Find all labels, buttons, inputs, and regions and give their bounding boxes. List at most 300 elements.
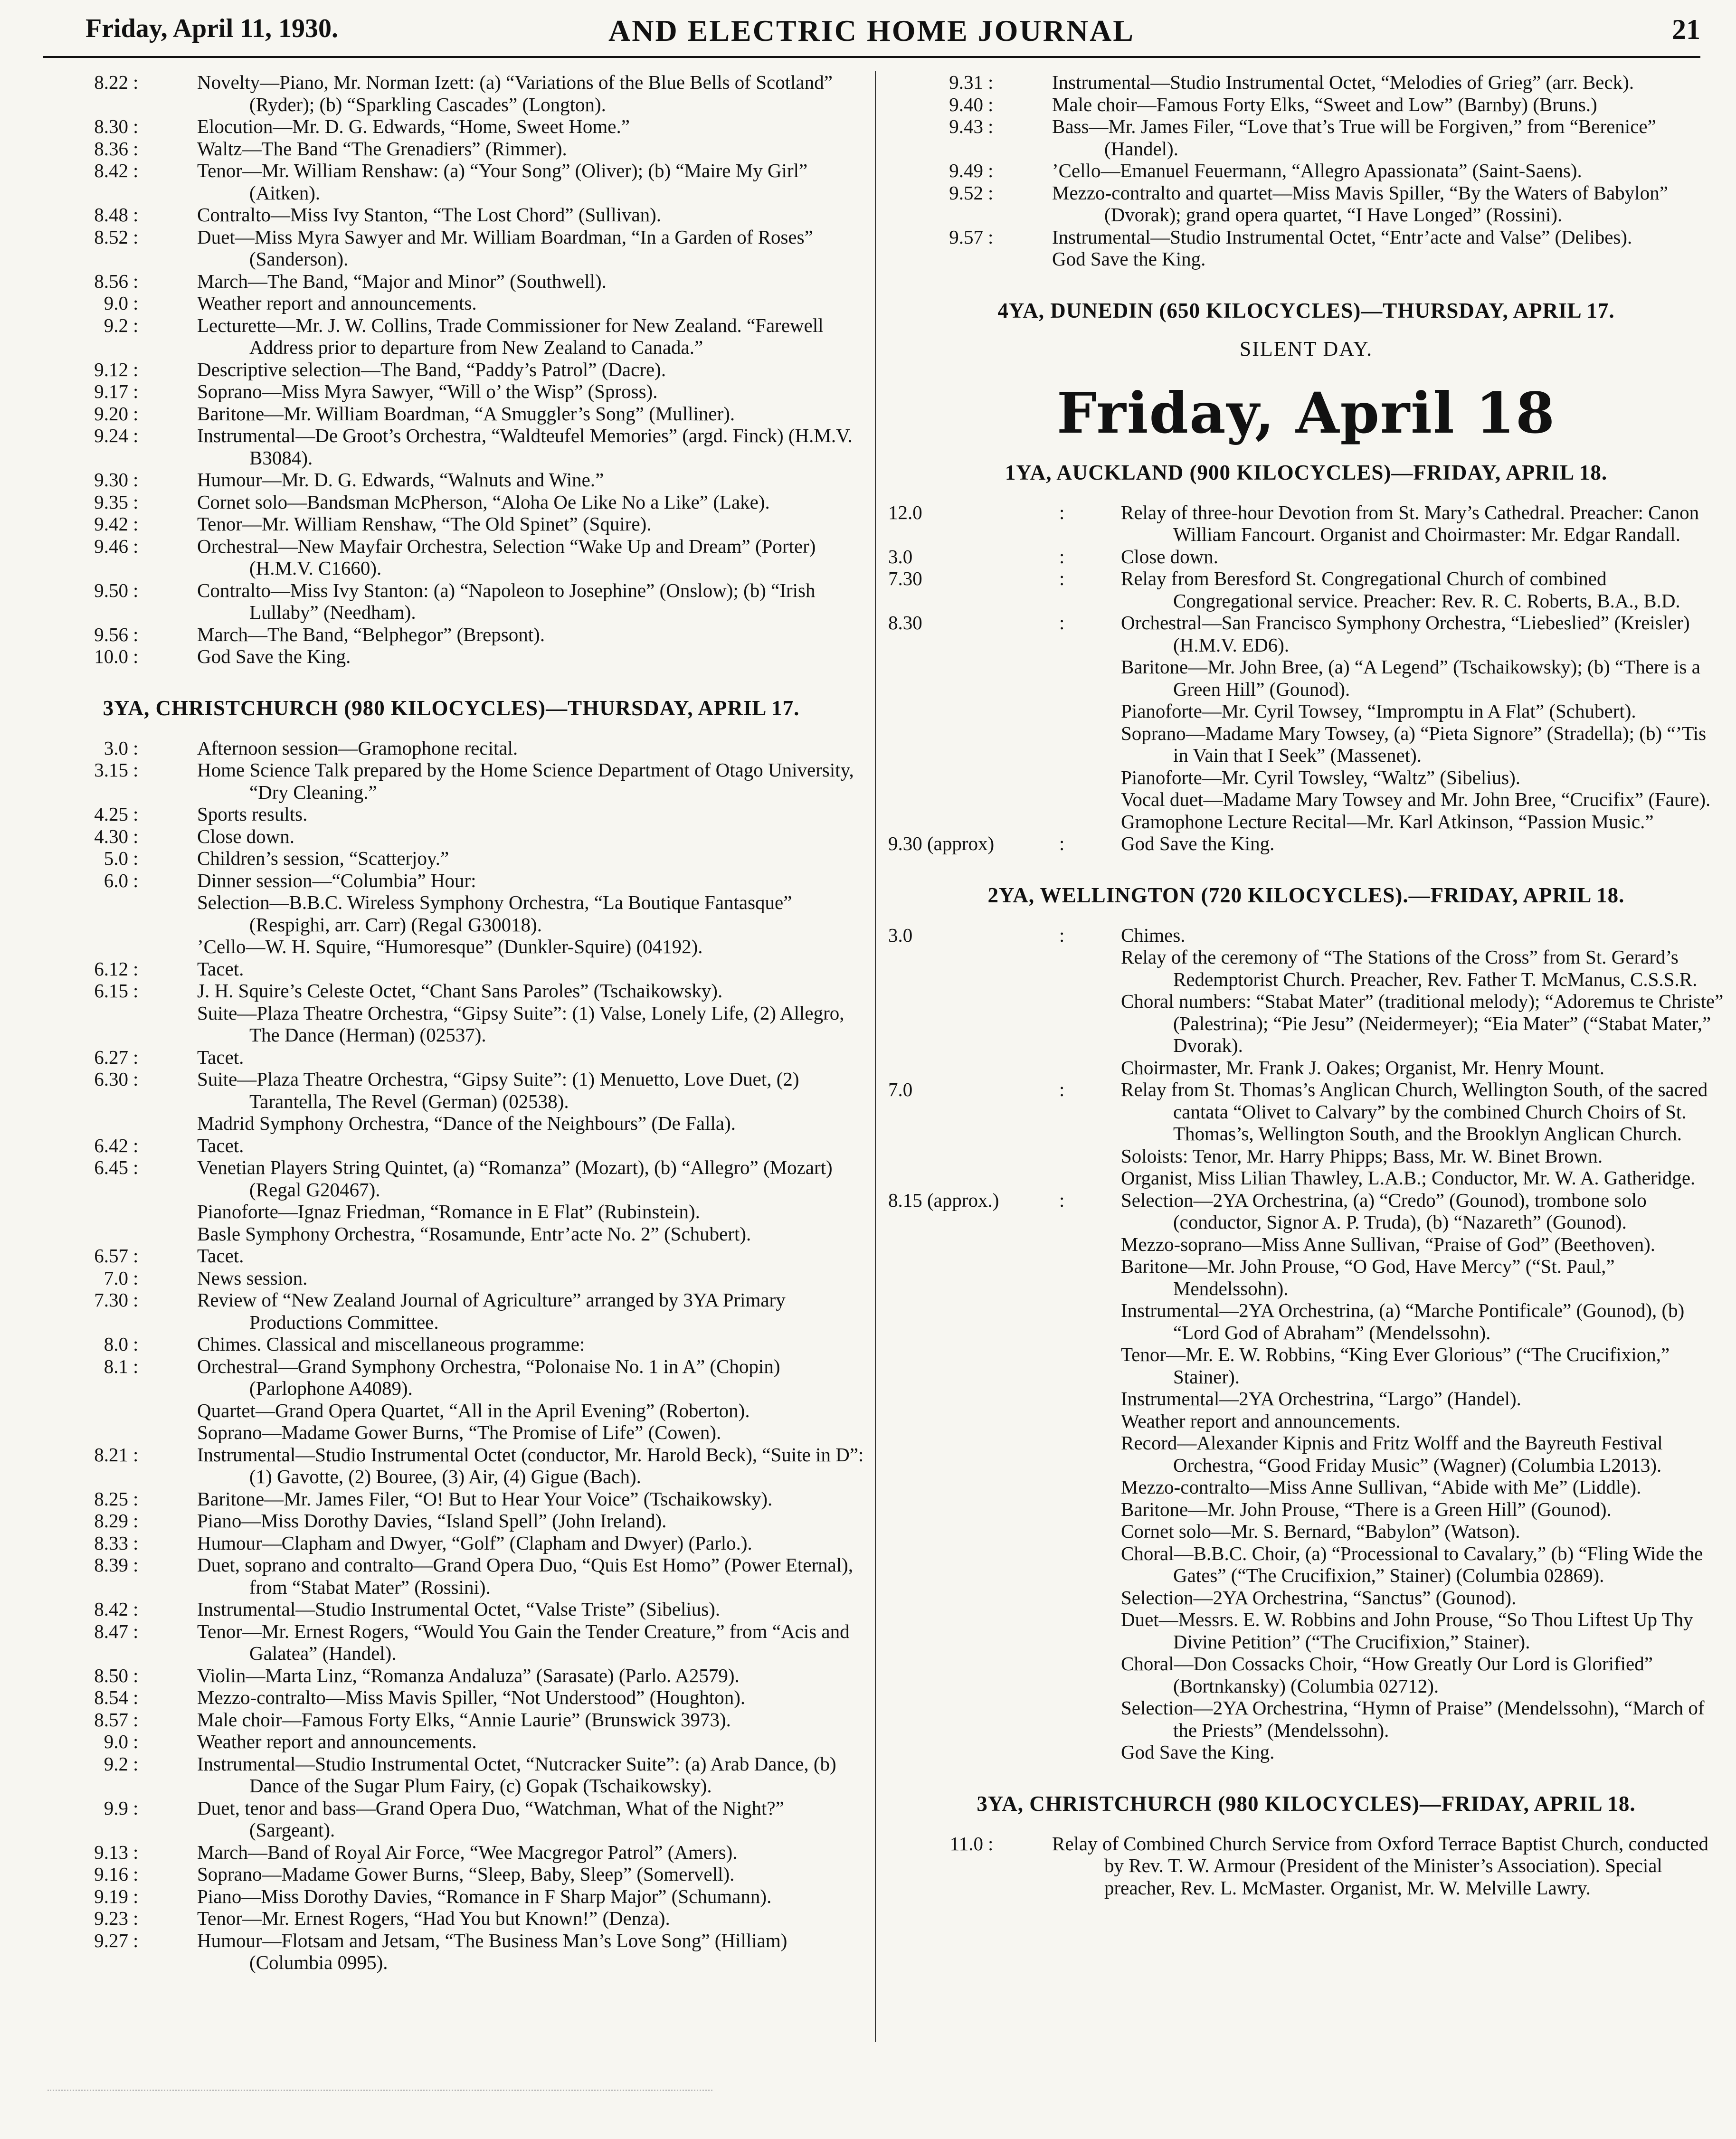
entry-text: Baritone—Mr. John Prouse, “There is a Green Hill” (Gounod). [1121,1498,1612,1520]
entry-text: Madrid Symphony Orchestra, “Dance of the Neighbours” (De Falla). [197,1112,736,1134]
programme-entry [33,425,869,469]
right-column [888,71,1724,1899]
programme-entry [888,226,1724,248]
entry-text: Home Science Talk prepared by the Home Science Department of Otago University, “Dry Cleaning.” [197,759,854,803]
issue-date: Friday, April 11, 1930. [85,14,339,43]
programme-entry [888,71,1724,94]
station-heading-3ya-friday: 3YA, CHRISTCHURCH (980 KILOCYCLES)—FRIDAY, APRIL 18. [977,1791,1636,1816]
programme-entry [33,1421,869,1444]
entry-time: 9.23 [94,1907,128,1929]
time-separator: : [133,204,139,226]
time-separator: : [133,1752,139,1775]
programme-entry [888,946,1724,990]
entry-time: 9.46 [94,535,128,557]
entry-time: 7.30 [94,1289,128,1311]
programme-entry [888,1653,1724,1697]
entry-text: Chimes. Classical and miscellaneous programme: [197,1333,585,1355]
entry-text: Instrumental—2YA Orchestrina, (a) “Marche Pontificale” (Gounod), (b) “Lord God of Abraham” (Mendelssohn). [1121,1299,1685,1344]
programme-entry [888,990,1724,1057]
programme-entry [33,936,869,958]
entry-time: 9.19 [94,1885,128,1907]
programme-entry [33,1554,869,1598]
entry-text: Baritone—Mr. John Prouse, “O God, Have Mercy” (“St. Paul,” Mendelssohn). [1121,1255,1615,1299]
time-separator: : [988,181,994,204]
time-separator: : [133,1134,139,1156]
entry-time: 3.0 [104,737,128,759]
programme-entry [888,788,1724,811]
programme-entry [33,1686,869,1709]
entry-time: 9.30 [94,469,128,491]
entry-time: 9.27 [94,1929,128,1951]
programme-entry [33,359,869,381]
programme-entry [33,624,869,646]
entry-text: God Save the King. [197,645,351,667]
entry-time: 5.0 [104,847,128,869]
entry-time: 9.40 [949,93,983,115]
time-separator: : [133,1510,139,1532]
left-column [33,71,869,1974]
programme-entry [33,204,869,226]
programme-entry [888,115,1724,160]
time-separator: : [133,314,139,336]
entry-text: Suite—Plaza Theatre Orchestra, “Gipsy Suite”: (1) Menuetto, Love Duet, (2) Tarantella, The Revel (German) (02538). [197,1068,799,1112]
entry-text: Pianoforte—Mr. Cyril Towsley, “Waltz” (Sibelius). [1121,766,1521,788]
programme-entry [33,292,869,314]
entry-text: God Save the King. [1121,833,1275,854]
time-separator: : [133,270,139,292]
time-separator: : [133,160,139,181]
time-separator: : [133,1443,139,1466]
time-separator: : [133,115,139,137]
time-separator: : [988,115,994,137]
programme-entry [33,1223,869,1245]
entry-text: Tacet. [197,1046,244,1068]
station-heading-1ya: 1YA, AUCKLAND (900 KILOCYCLES)—FRIDAY, APRIL 18. [1005,460,1608,484]
entry-time: 9.35 [94,491,128,513]
entry-text: Relay from Beresford St. Congregational Church of combined Congregational service. Preacher: Rev. R. C. Roberts, B.A., B.D. [1121,568,1680,612]
entry-text: Humour—Flotsam and Jetsam, “The Business Man’s Love Song” (Hilliam) (Columbia 0995). [197,1929,787,1973]
entry-text: Vocal duet—Madame Mary Towsey and Mr. John Bree, “Crucifix” (Faure). [1121,788,1711,810]
entry-time: 3.0 [888,545,913,568]
entry-time: 9.17 [94,380,128,402]
time-separator: : [133,1841,139,1863]
entry-text: Choral—B.B.C. Choir, (a) “Processional to Cavalary,” (b) “Fling Wide the Gates” (“The Crucifixion,” Stainer) (Columbia 02869). [1121,1542,1703,1586]
programme-entry [888,160,1724,182]
entry-time: 9.57 [949,226,983,248]
programme-entry [888,1167,1724,1189]
programme-entry [33,1598,869,1620]
entry-time: 8.29 [94,1510,128,1532]
entry-text: Lecturette—Mr. J. W. Collins, Trade Commissioner for New Zealand. “Farewell Address prior to departure from New Zealand to Canada.” [197,314,824,358]
entry-text: News session. [197,1267,308,1289]
entry-text: March—Band of Royal Air Force, “Wee Macgregor Patrol” (Amers). [197,1841,738,1863]
entry-text: Selection—B.B.C. Wireless Symphony Orchestra, “La Boutique Fantasque” (Respighi, arr. Carr) (Regal G30018). [197,891,792,936]
programme-entry [33,1863,869,1885]
time-separator: : [133,1554,139,1576]
time-separator: : [133,825,139,847]
entry-time: 9.30 (approx) [888,833,995,854]
entry-text: March—The Band, “Major and Minor” (Southwell). [197,270,607,292]
programme-entry [33,1267,869,1289]
entry-time: 8.56 [94,270,128,292]
entry-time: 8.39 [94,1554,128,1576]
silent-day-note: SILENT DAY. [1239,337,1373,360]
entry-text: Mezzo-contralto and quartet—Miss Mavis Spiller, “By the Waters of Babylon” (Dvorak); grand opera quartet, “I Have Longed” (Rossini). [1052,181,1668,226]
programme-entry [888,1233,1724,1256]
time-separator: : [133,957,139,980]
entry-time: 8.30 [888,612,922,634]
entry-text: Duet—Messrs. E. W. Robbins and John Prouse, “So Thou Liftest Up Thy Divine Petition” (“The Crucifixion,” Stainer). [1121,1609,1693,1653]
programme-list-1ya [888,502,1724,855]
time-separator: : [133,1620,139,1642]
time-separator: : [133,759,139,781]
entry-text: Contralto—Miss Ivy Stanton: (a) “Napoleon to Josephine” (Onslow); (b) “Irish Lullaby” (Needham). [197,579,816,623]
entry-text: Tenor—Mr. William Renshaw, “The Old Spinet” (Squire). [197,513,652,535]
programme-entry [888,182,1724,226]
entry-time: 8.52 [94,226,128,248]
entry-time: 8.22 [94,71,128,93]
programme-entry [33,1510,869,1532]
time-separator: : [988,226,994,248]
programme-entry [33,469,869,491]
time-separator: : [988,1832,994,1855]
programme-entry [33,891,869,936]
entry-text: Contralto—Miss Ivy Stanton, “The Lost Chord” (Sullivan). [197,204,662,226]
entry-text: Cornet solo—Mr. S. Bernard, “Babylon” (Watson). [1121,1520,1520,1542]
time-separator: : [133,1731,139,1752]
programme-entry [33,579,869,624]
entry-text: Selection—2YA Orchestrina, (a) “Credo” (Gounod), trombone solo (conductor, Signor A. P. Truda), (b) “Nazareth” (Gounod). [1121,1189,1647,1233]
time-separator: : [133,491,139,513]
entry-text: Tenor—Mr. Ernest Rogers, “Had You but Known!” (Denza). [197,1907,670,1929]
time-separator: : [133,1664,139,1686]
time-separator: : [133,1885,139,1907]
programme-entry [888,722,1724,767]
programme-entry [33,980,869,1002]
time-separator: : [133,358,139,380]
entry-time: 8.30 [94,115,128,137]
time-separator: : [133,869,139,891]
entry-text: Mezzo-contralto—Miss Anne Sullivan, “Abide with Me” (Liddle). [1121,1476,1641,1498]
time-separator: : [133,1046,139,1068]
entry-time: 9.2 [104,1752,128,1775]
entry-text: Instrumental—Studio Instrumental Octet (conductor, Mr. Harold Beck), “Suite in D”: (1) Gavotte, (2) Bouree, (3) Air, (4) Gigue (Bach). [197,1443,864,1487]
entry-text: Weather report and announcements. [1121,1410,1401,1432]
entry-text: Tenor—Mr. Ernest Rogers, “Would You Gain the Tender Creature,” from “Acis and Galatea” (Handel). [197,1620,850,1664]
programme-entry [888,1609,1724,1653]
programme-list-2ya [888,924,1724,1763]
column-divider [875,71,876,2042]
programme-entry [888,924,1724,946]
entry-text: Duet, tenor and bass—Grand Opera Duo, “Watchman, What of the Night?” (Sargeant). [197,1797,784,1841]
programme-entry [33,1289,869,1333]
programme-entry [888,568,1724,612]
time-separator: : [133,425,139,446]
entry-text: Quartet—Grand Opera Quartet, “All in the April Evening” (Roberton). [197,1399,750,1421]
entry-text: Orchestral—New Mayfair Orchestra, Selection “Wake Up and Dream” (Porter) (H.M.V. C1660). [197,535,816,579]
entry-time: 10.0 [94,645,128,667]
programme-entry [888,1833,1724,1899]
entry-text: Dinner session—“Columbia” Hour: [197,869,476,891]
entry-text: Organist, Miss Lilian Thawley, L.A.B.; Conductor, Mr. W. A. Gatheridge. [1121,1167,1696,1189]
time-separator: : [133,1907,139,1929]
time-separator: : [133,623,139,645]
time-separator: : [133,469,139,491]
entry-time: 4.25 [94,803,128,825]
time-separator: : [133,1598,139,1620]
entry-time: 3.15 [94,759,128,781]
programme-entry [888,1189,1724,1233]
programme-entry [33,1333,869,1355]
entry-time: 8.42 [94,160,128,181]
entry-text: Baritone—Mr. William Boardman, “A Smuggler’s Song” (Mulliner). [197,402,735,425]
time-separator: : [133,803,139,825]
entry-time: 4.30 [94,825,128,847]
programme-entry [33,870,869,892]
programme-entry [33,1709,869,1731]
entry-text: Instrumental—Studio Instrumental Octet, “Entr’acte and Valse” (Delibes). [1052,226,1632,248]
journal-title: AND ELECTRIC HOME JOURNAL [608,14,1135,47]
time-separator: : [133,1156,139,1178]
programme-list-2ya-continued [33,71,869,668]
time-separator: : [1059,1079,1065,1100]
entry-text: Male choir—Famous Forty Elks, “Sweet and Low” (Barnby) (Bruns.) [1052,93,1597,115]
programme-entry [33,513,869,535]
entry-text: Relay of the ceremony of “The Stations of the Cross” from St. Gerard’s Redemptorist Church. Preacher, Rev. Father T. McManus, C.S.S.R. [1121,946,1698,990]
entry-text: Instrumental—2YA Orchestrina, “Largo” (Handel). [1121,1388,1521,1410]
programme-entry [888,1476,1724,1498]
time-separator: : [133,137,139,160]
entry-time: 6.42 [94,1134,128,1156]
time-separator: : [133,579,139,601]
entry-time: 9.24 [94,425,128,446]
time-separator: : [133,1708,139,1731]
entry-text: Basle Symphony Orchestra, “Rosamunde, Entr’acte No. 2” (Schubert). [197,1222,751,1245]
programme-entry [888,1697,1724,1741]
programme-list-3ya-thursday [33,737,869,1974]
programme-entry [33,1444,869,1488]
programme-entry [33,226,869,270]
programme-entry [888,656,1724,700]
time-separator: : [133,1929,139,1951]
entry-time: 8.47 [94,1620,128,1642]
entry-time: 8.25 [94,1487,128,1510]
entry-time: 7.0 [888,1079,913,1100]
programme-entry [888,1299,1724,1344]
entry-text: Novelty—Piano, Mr. Norman Izett: (a) “Variations of the Blue Bells of Scotland” (Ryder); (b) “Sparkling Cascades” (Longton). [197,71,833,115]
entry-text: Baritone—Mr. James Filer, “O! But to Hear Your Voice” (Tschaikowsky). [197,1487,773,1510]
entry-text: March—The Band, “Belphegor” (Brepsont). [197,623,545,645]
programme-list-3ya-friday [888,1833,1724,1899]
time-separator: : [133,535,139,557]
programme-entry [33,380,869,403]
programme-entry [888,612,1724,656]
day-heading: Friday, April 18 [1056,379,1556,446]
entry-text: Instrumental—Studio Instrumental Octet, “Nutcracker Suite”: (a) Arab Dance, (b) Dance of the Sugar Plum Fairy, (c) Gopak (Tschaikowsky). [197,1752,836,1797]
entry-text: Venetian Players String Quintet, (a) “Romanza” (Mozart), (b) “Allegro” (Mozart) (Regal G20467). [197,1156,833,1201]
entry-text: Gramophone Lecture Recital—Mr. Karl Atkinson, “Passion Music.” [1121,810,1654,833]
entry-text: Instrumental—Studio Instrumental Octet, “Valse Triste” (Sibelius). [197,1598,721,1620]
programme-entry [888,767,1724,789]
entry-text: Review of “New Zealand Journal of Agriculture” arranged by 3YA Primary Productions Committee. [197,1289,786,1333]
entry-time: 8.15 (approx.) [888,1189,999,1211]
time-separator: : [133,1267,139,1289]
time-separator: : [133,1333,139,1355]
entry-time: 9.49 [949,160,983,181]
programme-entry [33,1488,869,1510]
time-separator: : [133,402,139,425]
entry-text: Weather report and announcements. [197,1731,477,1752]
entry-time: 6.27 [94,1046,128,1068]
programme-entry [888,1498,1724,1521]
entry-text: Mezzo-soprano—Miss Anne Sullivan, “Praise of God” (Beethoven). [1121,1233,1655,1255]
time-separator: : [133,1355,139,1377]
entry-text: Soprano—Madame Gower Burns, “The Promise of Life” (Cowen). [197,1421,721,1443]
time-separator: : [133,737,139,759]
entry-time: 8.0 [104,1333,128,1355]
programme-entry [33,803,869,825]
programme-entry [888,833,1724,855]
time-separator: : [133,1289,139,1311]
entry-text: Waltz—The Band “The Grenadiers” (Rimmer). [197,137,567,160]
entry-text: Tacet. [197,957,244,980]
entry-text: Piano—Miss Dorothy Davies, “Romance in F Sharp Major” (Schumann). [197,1885,772,1907]
entry-text: ’Cello—W. H. Squire, “Humoresque” (Dunkler-Squire) (04192). [197,936,703,957]
programme-entry [33,138,869,160]
entry-text: Orchestral—Grand Symphony Orchestra, “Polonaise No. 1 in A” (Chopin) (Parlophone A4089). [197,1355,780,1399]
programme-entry [33,1532,869,1554]
entry-text: Soloists: Tenor, Mr. Harry Phipps; Bass, Mr. W. Binet Brown. [1121,1145,1603,1167]
entry-time: 11.0 [949,1832,983,1855]
entry-text: Mezzo-contralto—Miss Mavis Spiller, “Not Understood” (Houghton). [197,1686,746,1708]
entry-time: 9.20 [94,402,128,425]
time-separator: : [1059,1189,1065,1211]
entry-time: 6.45 [94,1156,128,1178]
entry-text: Cornet solo—Bandsman McPherson, “Aloha Oe Like No a Like” (Lake). [197,491,770,513]
programme-entry [33,1068,869,1112]
programme-entry [33,71,869,115]
time-separator: : [988,93,994,115]
programme-entry [888,1410,1724,1432]
programme-entry [33,270,869,293]
time-separator: : [133,1532,139,1554]
programme-entry [33,1797,869,1841]
entry-text: Descriptive selection—The Band, “Paddy’s Patrol” (Dacre). [197,358,666,380]
entry-text: God Save the King. [1121,1741,1275,1763]
entry-text: Pianoforte—Ignaz Friedman, “Romance in E Flat” (Rubinstein). [197,1201,700,1222]
entry-time: 9.43 [949,115,983,137]
entry-time: 9.12 [94,358,128,380]
programme-entry [33,1885,869,1908]
time-separator: : [988,71,994,93]
entry-time: 8.42 [94,1598,128,1620]
entry-time: 8.48 [94,204,128,226]
time-separator: : [133,1245,139,1267]
station-heading-4ya: 4YA, DUNEDIN (650 KILOCYCLES)—THURSDAY, APRIL 17. [997,298,1615,322]
page-number: 21 [1672,14,1700,45]
entry-time: 6.15 [94,980,128,1002]
entry-time: 8.36 [94,137,128,160]
entry-text: Male choir—Famous Forty Elks, “Annie Laurie” (Brunswick 3973). [197,1708,731,1731]
entry-text: J. H. Squire’s Celeste Octet, “Chant Sans Paroles” (Tschaikowsky). [197,980,723,1002]
programme-entry [33,1731,869,1753]
programme-entry [33,847,869,870]
entry-text: God Save the King. [1052,248,1206,270]
programme-entry [33,1841,869,1864]
entry-text: Selection—2YA Orchestrina, “Hymn of Praise” (Mendelssohn), “March of the Priests” (Mendelssohn). [1121,1697,1705,1741]
time-separator: : [133,1863,139,1885]
entry-text: Chimes. [1121,924,1186,946]
programme-entry [33,759,869,803]
time-separator: : [133,1068,139,1090]
programme-entry [888,502,1724,546]
programme-entry [33,1620,869,1665]
entry-text: Elocution—Mr. D. G. Edwards, “Home, Sweet Home.” [197,115,630,137]
entry-text: Violin—Marta Linz, “Romanza Andaluza” (Sarasate) (Parlo. A2579). [197,1664,740,1686]
programme-entry [888,1145,1724,1167]
time-separator: : [1059,612,1065,634]
time-separator: : [1059,568,1065,589]
entry-text: Selection—2YA Orchestrina, “Sanctus” (Gounod). [1121,1586,1517,1609]
programme-entry [33,491,869,513]
entry-time: 8.1 [104,1355,128,1377]
programme-entry [33,314,869,359]
entry-time: 6.12 [94,957,128,980]
programme-entry [33,1355,869,1400]
time-separator: : [133,71,139,93]
page-header [43,13,1700,58]
entry-text: Humour—Clapham and Dwyer, “Golf” (Clapham and Dwyer) (Parlo.). [197,1532,752,1554]
entry-time: 8.21 [94,1443,128,1466]
entry-time: 9.9 [104,1797,128,1819]
programme-entry [888,1432,1724,1476]
programme-entry [33,1112,869,1135]
entry-text: Bass—Mr. James Filer, “Love that’s True will be Forgiven,” from “Berenice” (Handel). [1052,115,1656,160]
programme-entry [33,1753,869,1797]
entry-time: 9.31 [949,71,983,93]
station-heading-3ya-thursday: 3YA, CHRISTCHURCH (980 KILOCYCLES)—THURSDAY, APRIL 17. [103,696,800,720]
programme-entry [33,1400,869,1422]
entry-text: Tenor—Mr. E. W. Robbins, “King Ever Glorious” (“The Crucifixion,” Stainer). [1121,1344,1670,1388]
entry-text: Soprano—Madame Gower Burns, “Sleep, Baby, Sleep” (Somervell). [197,1863,735,1885]
programme-entry [888,1520,1724,1543]
programme-entry [33,825,869,848]
time-separator: : [133,226,139,248]
entry-text: Choral numbers: “Stabat Mater” (traditional melody); “Adoremus te Christe” (Palestrina); “Pie Jesu” (Neidermeyer); “Eia Mater” (“Stabat Mater,” Dvorak). [1121,990,1724,1056]
programme-entry [33,1002,869,1046]
time-separator: : [133,380,139,402]
entry-text: Humour—Mr. D. G. Edwards, “Walnuts and Wine.” [197,469,604,491]
programme-entry [888,700,1724,722]
entry-text: Piano—Miss Dorothy Davies, “Island Spell” (John Ireland). [197,1510,667,1532]
entry-text: Children’s session, “Scatterjoy.” [197,847,449,869]
entry-text: Close down. [1121,545,1218,568]
time-separator: : [133,980,139,1002]
programme-entry [33,958,869,980]
entry-time: 8.33 [94,1532,128,1554]
programme-entry [888,546,1724,568]
entry-time: 8.57 [94,1708,128,1731]
entry-time: 9.2 [104,314,128,336]
entry-time: 9.52 [949,181,983,204]
entry-time: 12.0 [888,501,922,523]
entry-text: Duet—Miss Myra Sawyer and Mr. William Boardman, “In a Garden of Roses” (Sanderson). [197,226,813,270]
entry-text: Close down. [197,825,294,847]
entry-text: Pianoforte—Mr. Cyril Towsey, “Impromptu in A Flat” (Schubert). [1121,700,1636,722]
entry-time: 6.30 [94,1068,128,1090]
programme-entry [33,115,869,138]
programme-entry [33,1046,869,1069]
